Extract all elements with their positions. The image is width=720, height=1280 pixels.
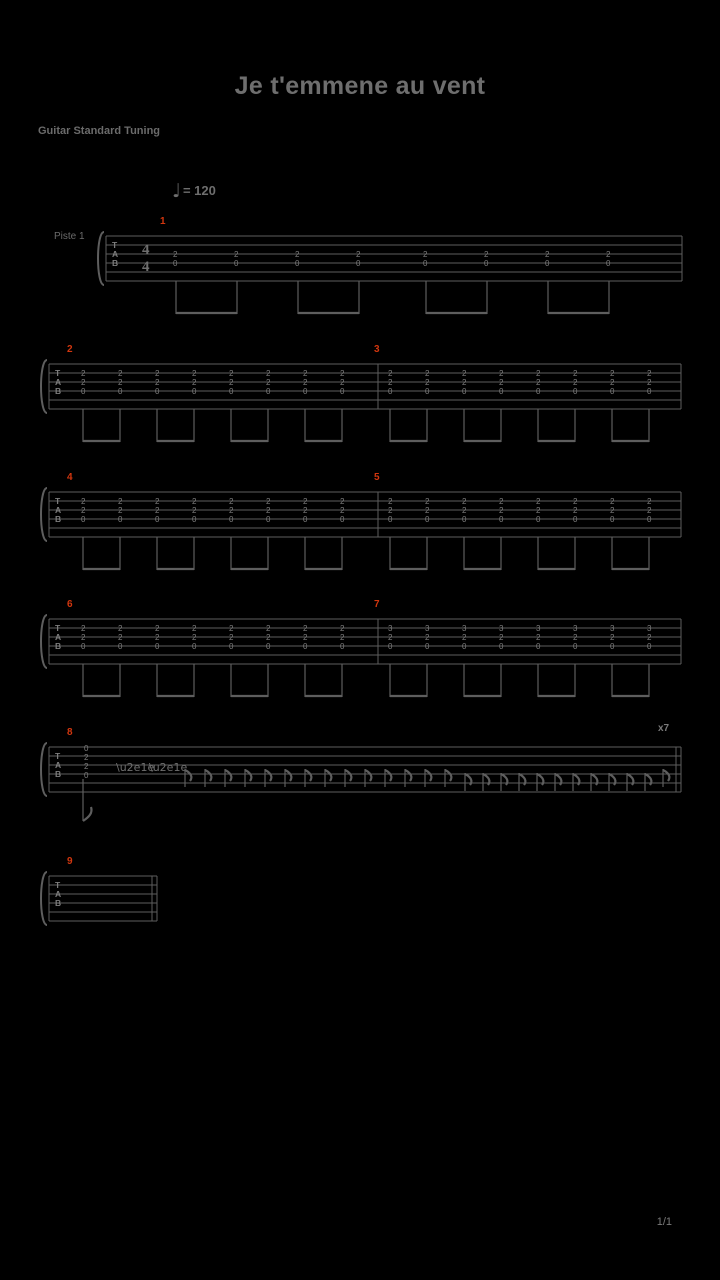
svg-text:2: 2 xyxy=(81,497,86,506)
system-brace xyxy=(41,488,47,541)
svg-text:B: B xyxy=(55,386,62,396)
svg-text:2: 2 xyxy=(536,633,541,642)
svg-text:2: 2 xyxy=(229,633,234,642)
svg-text:2: 2 xyxy=(155,369,160,378)
svg-text:0: 0 xyxy=(610,642,615,651)
svg-text:2: 2 xyxy=(573,633,578,642)
svg-text:B: B xyxy=(55,769,62,779)
svg-text:2: 2 xyxy=(118,633,123,642)
svg-text:0: 0 xyxy=(610,387,615,396)
svg-text:2: 2 xyxy=(118,497,123,506)
svg-text:2: 2 xyxy=(425,506,430,515)
svg-text:2: 2 xyxy=(155,506,160,515)
svg-text:2: 2 xyxy=(340,624,345,633)
system-brace xyxy=(41,743,47,796)
svg-text:2: 2 xyxy=(229,506,234,515)
measure-number: 1 xyxy=(160,216,166,227)
svg-text:0: 0 xyxy=(499,642,504,651)
measure-number: 3 xyxy=(374,344,380,355)
svg-text:2: 2 xyxy=(647,497,652,506)
svg-text:2: 2 xyxy=(388,497,393,506)
svg-text:0: 0 xyxy=(303,515,308,524)
svg-text:2: 2 xyxy=(266,633,271,642)
svg-text:2: 2 xyxy=(81,506,86,515)
svg-text:2: 2 xyxy=(81,633,86,642)
svg-text:2: 2 xyxy=(192,506,197,515)
svg-text:2: 2 xyxy=(266,624,271,633)
svg-text:0: 0 xyxy=(499,515,504,524)
svg-text:0: 0 xyxy=(155,515,160,524)
system-brace xyxy=(41,360,47,413)
svg-text:0: 0 xyxy=(425,387,430,396)
svg-text:0: 0 xyxy=(118,515,123,524)
svg-text:2: 2 xyxy=(462,378,467,387)
svg-text:3: 3 xyxy=(573,624,578,633)
svg-text:2: 2 xyxy=(340,633,345,642)
eighth-notes-row xyxy=(185,769,669,791)
svg-text:2: 2 xyxy=(573,369,578,378)
staff-lines xyxy=(49,364,681,409)
svg-text:2: 2 xyxy=(118,378,123,387)
svg-text:0: 0 xyxy=(234,259,239,268)
system-6[interactable] xyxy=(33,868,173,938)
svg-text:2: 2 xyxy=(425,633,430,642)
svg-text:0: 0 xyxy=(266,515,271,524)
measure-number: 5 xyxy=(374,472,380,483)
svg-text:0: 0 xyxy=(462,387,467,396)
svg-text:2: 2 xyxy=(388,378,393,387)
svg-text:2: 2 xyxy=(536,497,541,506)
svg-text:0: 0 xyxy=(388,642,393,651)
svg-text:0: 0 xyxy=(81,387,86,396)
svg-text:2: 2 xyxy=(229,497,234,506)
svg-text:3: 3 xyxy=(647,624,652,633)
staff-lines xyxy=(106,236,682,281)
quarter-note-icon: ♩ xyxy=(172,180,181,202)
svg-text:2: 2 xyxy=(84,762,89,771)
svg-text:2: 2 xyxy=(610,369,615,378)
svg-text:0: 0 xyxy=(173,259,178,268)
svg-text:T: T xyxy=(55,496,61,506)
svg-text:3: 3 xyxy=(462,624,467,633)
svg-text:2: 2 xyxy=(484,250,489,259)
measure-number: 9 xyxy=(67,856,73,867)
svg-text:\u2e1e: \u2e1e xyxy=(149,761,188,774)
svg-text:2: 2 xyxy=(303,497,308,506)
svg-text:0: 0 xyxy=(340,387,345,396)
svg-text:0: 0 xyxy=(484,259,489,268)
system-brace xyxy=(41,615,47,668)
svg-text:0: 0 xyxy=(462,515,467,524)
svg-text:2: 2 xyxy=(499,497,504,506)
svg-text:2: 2 xyxy=(340,497,345,506)
svg-text:0: 0 xyxy=(423,259,428,268)
system-2[interactable] xyxy=(33,356,688,451)
svg-text:0: 0 xyxy=(81,515,86,524)
svg-text:T: T xyxy=(55,751,61,761)
svg-text:2: 2 xyxy=(573,497,578,506)
svg-text:B: B xyxy=(112,258,119,268)
svg-text:2: 2 xyxy=(610,378,615,387)
beams-and-stems xyxy=(83,409,649,442)
svg-text:2: 2 xyxy=(647,378,652,387)
svg-text:2: 2 xyxy=(536,378,541,387)
svg-text:T: T xyxy=(55,623,61,633)
page-title: Je t'emmene au vent xyxy=(234,72,486,100)
svg-text:2: 2 xyxy=(192,378,197,387)
staff-lines xyxy=(49,492,681,537)
svg-text:2: 2 xyxy=(462,506,467,515)
tab-numbers xyxy=(84,744,89,780)
svg-text:2: 2 xyxy=(303,633,308,642)
svg-text:T: T xyxy=(112,240,118,250)
svg-text:0: 0 xyxy=(340,642,345,651)
svg-text:2: 2 xyxy=(388,633,393,642)
svg-text:2: 2 xyxy=(536,369,541,378)
svg-text:2: 2 xyxy=(356,250,361,259)
svg-text:0: 0 xyxy=(192,642,197,651)
svg-text:2: 2 xyxy=(340,378,345,387)
svg-text:2: 2 xyxy=(340,506,345,515)
svg-text:0: 0 xyxy=(647,515,652,524)
svg-text:2: 2 xyxy=(340,369,345,378)
svg-text:0: 0 xyxy=(425,515,430,524)
svg-text:2: 2 xyxy=(388,506,393,515)
svg-text:2: 2 xyxy=(606,250,611,259)
measure-number: 2 xyxy=(67,344,73,355)
tab-clef xyxy=(55,880,61,908)
svg-text:2: 2 xyxy=(647,633,652,642)
measure-number: 4 xyxy=(67,472,73,483)
svg-text:0: 0 xyxy=(155,642,160,651)
staff-lines xyxy=(49,876,157,921)
svg-text:2: 2 xyxy=(536,506,541,515)
svg-text:\u2e1e: \u2e1e xyxy=(116,761,155,774)
svg-text:0: 0 xyxy=(536,387,541,396)
svg-text:2: 2 xyxy=(462,369,467,378)
svg-text:2: 2 xyxy=(425,369,430,378)
svg-text:2: 2 xyxy=(81,378,86,387)
track-name-label: Piste 1 xyxy=(54,231,85,242)
system-brace xyxy=(41,872,47,925)
svg-text:3: 3 xyxy=(425,624,430,633)
page-number: 1/1 xyxy=(656,1216,672,1228)
svg-text:T: T xyxy=(55,880,61,890)
svg-text:0: 0 xyxy=(499,387,504,396)
tuning-label: Guitar Standard Tuning xyxy=(38,125,161,137)
svg-text:2: 2 xyxy=(610,633,615,642)
svg-text:2: 2 xyxy=(84,753,89,762)
svg-text:A: A xyxy=(112,249,119,259)
svg-text:2: 2 xyxy=(303,369,308,378)
svg-text:0: 0 xyxy=(118,387,123,396)
svg-text:A: A xyxy=(55,760,62,770)
svg-text:0: 0 xyxy=(610,515,615,524)
svg-text:0: 0 xyxy=(229,515,234,524)
tab-clef xyxy=(55,496,61,524)
svg-text:2: 2 xyxy=(499,369,504,378)
svg-text:0: 0 xyxy=(229,387,234,396)
svg-text:2: 2 xyxy=(155,633,160,642)
svg-text:2: 2 xyxy=(266,497,271,506)
svg-text:0: 0 xyxy=(647,642,652,651)
svg-text:2: 2 xyxy=(462,633,467,642)
staff-lines xyxy=(49,619,681,664)
svg-text:0: 0 xyxy=(84,771,89,780)
svg-text:2: 2 xyxy=(610,497,615,506)
beams-and-stems xyxy=(83,664,649,697)
tab-clef xyxy=(55,368,61,396)
svg-text:A: A xyxy=(55,889,62,899)
beams-and-stems xyxy=(176,281,609,314)
svg-text:2: 2 xyxy=(173,250,178,259)
system-3[interactable] xyxy=(33,484,688,579)
svg-text:3: 3 xyxy=(536,624,541,633)
svg-text:0: 0 xyxy=(192,515,197,524)
svg-text:2: 2 xyxy=(192,369,197,378)
svg-text:2: 2 xyxy=(573,506,578,515)
svg-text:2: 2 xyxy=(118,506,123,515)
tab-clef xyxy=(55,751,61,779)
tab-clef xyxy=(112,240,118,268)
svg-text:0: 0 xyxy=(303,387,308,396)
rest-marks xyxy=(116,761,187,774)
tempo-marking xyxy=(172,178,216,200)
svg-text:2: 2 xyxy=(266,378,271,387)
svg-text:2: 2 xyxy=(266,369,271,378)
tab-numbers xyxy=(173,250,611,268)
svg-text:2: 2 xyxy=(155,497,160,506)
svg-text:0: 0 xyxy=(295,259,300,268)
svg-text:0: 0 xyxy=(356,259,361,268)
svg-text:2: 2 xyxy=(81,369,86,378)
svg-text:0: 0 xyxy=(573,642,578,651)
svg-text:4: 4 xyxy=(142,259,150,275)
svg-text:2: 2 xyxy=(81,624,86,633)
svg-text:0: 0 xyxy=(84,744,89,753)
svg-text:2: 2 xyxy=(388,369,393,378)
chord-stem xyxy=(83,779,92,821)
svg-text:3: 3 xyxy=(499,624,504,633)
svg-text:2: 2 xyxy=(499,378,504,387)
svg-text:2: 2 xyxy=(425,497,430,506)
repeat-count-label: x7 xyxy=(658,723,670,734)
system-4[interactable] xyxy=(33,611,688,706)
svg-text:2: 2 xyxy=(545,250,550,259)
svg-text:A: A xyxy=(55,505,62,515)
svg-text:2: 2 xyxy=(192,633,197,642)
svg-text:3: 3 xyxy=(388,624,393,633)
svg-text:2: 2 xyxy=(462,497,467,506)
tab-clef xyxy=(55,623,61,651)
svg-text:B: B xyxy=(55,514,62,524)
svg-text:2: 2 xyxy=(155,378,160,387)
svg-text:0: 0 xyxy=(192,387,197,396)
svg-text:B: B xyxy=(55,898,62,908)
svg-text:A: A xyxy=(55,377,62,387)
svg-text:T: T xyxy=(55,368,61,378)
svg-text:0: 0 xyxy=(545,259,550,268)
svg-text:0: 0 xyxy=(606,259,611,268)
svg-text:0: 0 xyxy=(155,387,160,396)
svg-text:0: 0 xyxy=(266,642,271,651)
measure-number: 6 xyxy=(67,599,73,610)
svg-text:0: 0 xyxy=(266,387,271,396)
svg-text:2: 2 xyxy=(155,624,160,633)
svg-text:0: 0 xyxy=(303,642,308,651)
svg-text:2: 2 xyxy=(192,624,197,633)
svg-text:0: 0 xyxy=(81,642,86,651)
svg-text:2: 2 xyxy=(303,506,308,515)
svg-text:0: 0 xyxy=(536,515,541,524)
svg-text:3: 3 xyxy=(610,624,615,633)
svg-text:0: 0 xyxy=(388,387,393,396)
svg-text:2: 2 xyxy=(423,250,428,259)
svg-text:B: B xyxy=(55,641,62,651)
svg-text:0: 0 xyxy=(462,642,467,651)
svg-text:0: 0 xyxy=(340,515,345,524)
svg-text:4: 4 xyxy=(142,242,150,258)
svg-text:0: 0 xyxy=(536,642,541,651)
svg-text:0: 0 xyxy=(573,515,578,524)
svg-text:0: 0 xyxy=(118,642,123,651)
svg-text:2: 2 xyxy=(647,506,652,515)
system-1[interactable] xyxy=(90,228,690,323)
svg-text:0: 0 xyxy=(647,387,652,396)
time-signature xyxy=(142,242,150,275)
system-5[interactable] xyxy=(33,739,688,829)
svg-text:2: 2 xyxy=(499,633,504,642)
svg-text:0: 0 xyxy=(425,642,430,651)
svg-text:2: 2 xyxy=(234,250,239,259)
svg-text:2: 2 xyxy=(647,369,652,378)
svg-text:2: 2 xyxy=(118,624,123,633)
svg-text:0: 0 xyxy=(388,515,393,524)
tempo-value: = 120 xyxy=(182,183,216,198)
svg-text:2: 2 xyxy=(303,624,308,633)
svg-text:2: 2 xyxy=(118,369,123,378)
system-brace xyxy=(98,232,104,285)
svg-text:2: 2 xyxy=(499,506,504,515)
beams-and-stems xyxy=(83,537,649,570)
svg-text:0: 0 xyxy=(573,387,578,396)
measure-number: 8 xyxy=(67,727,73,738)
svg-text:2: 2 xyxy=(610,506,615,515)
svg-text:2: 2 xyxy=(295,250,300,259)
svg-text:2: 2 xyxy=(303,378,308,387)
svg-text:2: 2 xyxy=(425,378,430,387)
svg-text:2: 2 xyxy=(229,378,234,387)
svg-text:2: 2 xyxy=(229,369,234,378)
svg-text:2: 2 xyxy=(229,624,234,633)
svg-text:2: 2 xyxy=(192,497,197,506)
svg-text:2: 2 xyxy=(266,506,271,515)
measure-number: 7 xyxy=(374,599,380,610)
svg-text:2: 2 xyxy=(573,378,578,387)
svg-text:A: A xyxy=(55,632,62,642)
svg-text:0: 0 xyxy=(229,642,234,651)
